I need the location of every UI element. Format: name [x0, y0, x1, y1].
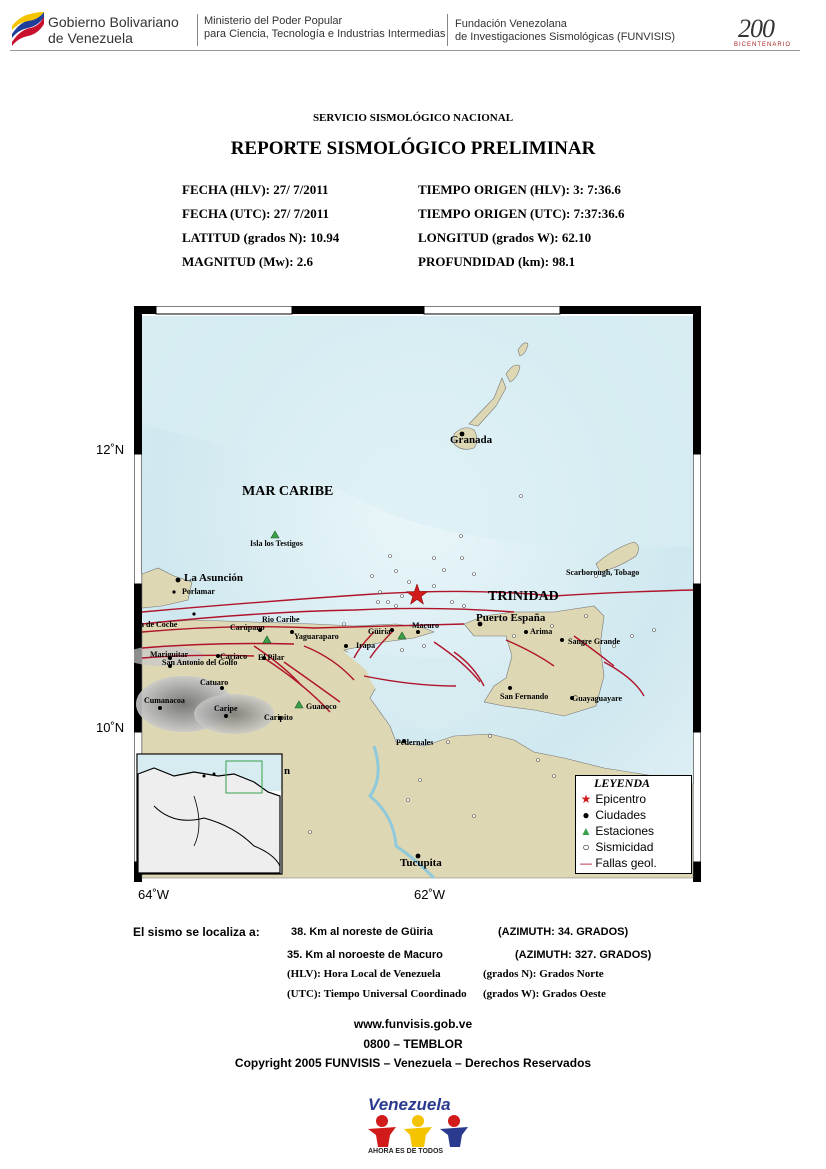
tiempo-utc: TIEMPO ORIGEN (UTC): 7:37:36.6: [418, 206, 625, 221]
legend-epicentro: [576, 791, 691, 807]
label-granada: Granada: [450, 434, 493, 446]
label-isla-testigos: Isla los Testigos: [250, 539, 303, 548]
legend-ciudades: [576, 807, 691, 823]
label-el-pilar: El Pilar: [258, 653, 285, 662]
legend-estaciones: [576, 823, 691, 839]
label-tucupita: Tucupita: [400, 857, 442, 869]
legend-epicentro-label: Epicentro: [595, 792, 647, 806]
funvisis-text: [455, 18, 675, 44]
lon-64-label: 64˚W: [138, 887, 170, 902]
label-coche: a de Coche: [140, 620, 178, 629]
min-line1: Ministerio del Poder Popular: [204, 15, 343, 27]
label-mariguitar: Mariguitar: [150, 650, 189, 659]
label-la-asuncion: La Asunción: [184, 572, 243, 584]
label-carupano: Carúpano: [230, 623, 265, 632]
bicentenario-logo: [732, 14, 800, 52]
header-separator: [197, 14, 198, 46]
legend-utc: (UTC): Tiempo Universal Coordinado: [287, 988, 467, 1000]
lat-12-label: 12˚N: [96, 442, 125, 457]
label-puerto-espana: Puerto España: [476, 612, 546, 624]
service-title: SERVICIO SISMOLÓGICO NACIONAL: [312, 112, 514, 124]
footer-copyright: Copyright 2005 FUNVISIS – Venezuela – Derechos Reservados: [234, 1056, 592, 1070]
label-mar-caribe: MAR CARIBE: [242, 484, 334, 499]
lat-10-label: 10˚N: [96, 720, 125, 735]
label-guayaguayare: Guayaguayare: [572, 694, 623, 703]
min-line2: para Ciencia, Tecnología e Industrias Intermedias: [204, 28, 446, 40]
gobierno-text: [48, 14, 179, 46]
legend-fallas: [576, 855, 691, 871]
legend-sismicidad-label: Sismicidad: [595, 840, 654, 854]
label-guiria: Güiria: [368, 627, 391, 636]
location-azimuth2: (AZIMUTH: 327. GRADOS): [515, 949, 652, 961]
label-rio-caribe: Rio Caribe: [262, 615, 300, 624]
label-macuro: Macuro: [412, 621, 439, 630]
legend-ciudades-label: Ciudades: [595, 808, 647, 822]
label-caripito: Caripito: [264, 713, 293, 722]
fecha-hlv: FECHA (HLV): 27/ 7/2011: [182, 182, 329, 197]
label-guanoco: Guanoco: [306, 702, 337, 711]
label-catuaro: Catuaro: [200, 678, 229, 687]
bicentenario-text: BICENTENARIO: [734, 42, 792, 48]
bicentenario-number: 200: [738, 14, 774, 43]
circle-icon: ○: [582, 840, 590, 854]
page-header: [0, 0, 826, 58]
gob-line2: de Venezuela: [48, 30, 133, 46]
magnitud: MAGNITUD (Mw): 2.6: [182, 254, 314, 269]
label-pedernales: Pedernales: [396, 738, 434, 747]
fun-line2: de Investigaciones Sismológicas (FUNVISIS): [455, 31, 676, 43]
star-icon: ★: [580, 792, 592, 806]
legend-grados-n: (grados N): Grados Norte: [483, 968, 604, 980]
venezuela-ahora-logo: [362, 1095, 472, 1159]
label-yaguaraparo: Yaguaraparo: [294, 632, 339, 641]
label-maturin-fragment: n: [284, 765, 291, 777]
location-line2: 35. Km al noroeste de Macuro: [287, 949, 443, 961]
venezuela-flag-logo: [10, 12, 46, 46]
label-san-antonio: San Antonio del Golfo: [162, 658, 238, 667]
line-icon: —: [580, 856, 592, 870]
header-rule: [10, 50, 800, 51]
legend-hlv: (HLV): Hora Local de Venezuela: [287, 968, 441, 980]
footer-phone: 0800 – TEMBLOR: [363, 1037, 463, 1051]
label-trinidad: TRINIDAD: [488, 589, 559, 604]
logo-title: Venezuela: [368, 1095, 451, 1114]
longitud: LONGITUD (grados W): 62.10: [418, 230, 592, 245]
dot-icon: ●: [582, 808, 590, 822]
label-scarborough: Scarborough, Tobago: [566, 568, 640, 577]
ministerio-text: [204, 15, 445, 41]
location-intro: El sismo se localiza a:: [133, 925, 260, 939]
label-caripe: Caripe: [214, 704, 238, 713]
report-title: REPORTE SISMOLÓGICO PRELIMINAR: [230, 138, 596, 159]
legend-estaciones-label: Estaciones: [595, 824, 655, 838]
legend-grados-w: (grados W): Grados Oeste: [483, 988, 606, 1000]
legend-fallas-label: Fallas geol.: [595, 856, 657, 870]
label-sangre-grande: Sangre Grande: [568, 637, 621, 646]
label-san-fernando: San Fernando: [500, 692, 549, 701]
inset-map: [137, 754, 282, 874]
label-arima: Arima: [530, 627, 553, 636]
fecha-utc: FECHA (UTC): 27/ 7/2011: [182, 206, 329, 221]
label-cariaco: Cariaco: [220, 652, 248, 661]
location-azimuth1: (AZIMUTH: 34. GRADOS): [498, 926, 629, 938]
people-figures-icon: [366, 1113, 470, 1147]
label-porlamar: Porlamar: [182, 587, 215, 596]
tiempo-hlv: TIEMPO ORIGEN (HLV): 3: 7:36.6: [418, 182, 621, 197]
label-cumanacoa: Cumanacoa: [144, 696, 185, 705]
legend-sismicidad: [576, 839, 691, 855]
fun-line1: Fundación Venezolana: [455, 18, 567, 30]
map-legend: [575, 775, 692, 874]
label-irapa: Irapa: [356, 641, 376, 650]
logo-subtitle: AHORA ES DE TODOS: [368, 1148, 444, 1155]
header-separator: [447, 14, 448, 46]
lon-62-label: 62˚W: [414, 887, 446, 902]
profundidad: PROFUNDIDAD (km): 98.1: [418, 254, 576, 269]
gob-line1: Gobierno Bolivariano: [48, 14, 179, 30]
triangle-icon: ▲: [580, 824, 592, 838]
legend-title: LEYENDA: [594, 776, 651, 790]
footer-url: www.funvisis.gob.ve: [353, 1017, 473, 1031]
latitud: LATITUD (grados N): 10.94: [182, 230, 340, 245]
location-line1: 38. Km al noreste de Güiria: [291, 926, 433, 938]
